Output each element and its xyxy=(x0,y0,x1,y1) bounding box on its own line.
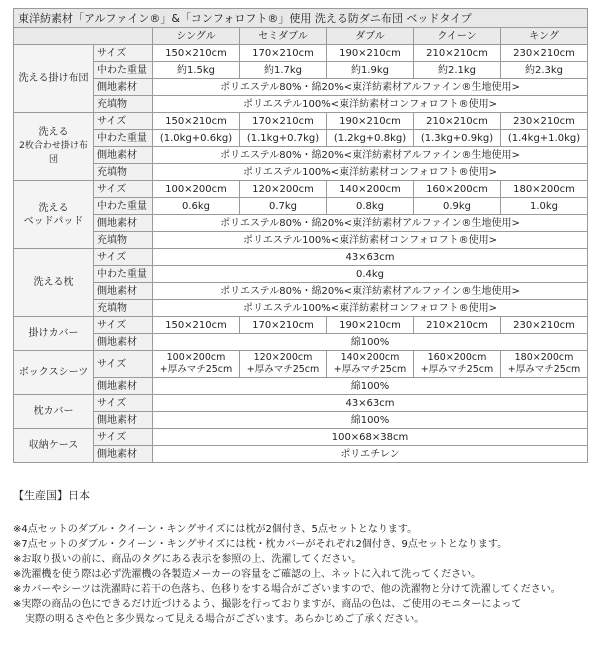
weight-value: 1.0kg xyxy=(501,198,588,215)
side-material-value: 綿100% xyxy=(153,412,588,429)
size-value: 170×210cm xyxy=(240,45,327,62)
label-side-material: 側地素材 xyxy=(94,446,153,463)
category-line: 洗える xyxy=(38,127,69,138)
size-text: 160×200cm xyxy=(427,352,487,363)
notes-list xyxy=(13,522,593,627)
note-item: ※4点セットのダブル・クイーン・キングサイズには枕が2個付き、5点セットとなります。 xyxy=(13,524,418,535)
size-value: 190×210cm xyxy=(327,45,414,62)
label-side-material: 側地素材 xyxy=(94,412,153,429)
size-value: 190×210cm xyxy=(327,113,414,130)
weight-value: 約1.5kg xyxy=(153,62,240,79)
table-row xyxy=(14,147,588,164)
weight-value: (1.2kg+0.8kg) xyxy=(327,130,414,147)
size-value: 120×200cm xyxy=(240,181,327,198)
weight-value: 約1.9kg xyxy=(327,62,414,79)
gusset-text: +厚みマチ25cm xyxy=(507,364,581,375)
table-row xyxy=(14,79,588,96)
label-side-material: 側地素材 xyxy=(94,334,153,351)
size-text: 180×200cm xyxy=(514,352,574,363)
header-queen: クイーン xyxy=(414,28,501,45)
table-row xyxy=(14,429,588,446)
weight-value: (1.4kg+1.0kg) xyxy=(501,130,588,147)
weight-value: (1.0kg+0.6kg) xyxy=(153,130,240,147)
label-middle-weight: 中わた重量 xyxy=(94,62,153,79)
side-material-value: ポリエチレン xyxy=(153,446,588,463)
table-row xyxy=(14,113,588,130)
table-row xyxy=(14,266,588,283)
table-row xyxy=(14,334,588,351)
label-middle-weight: 中わた重量 xyxy=(94,130,153,147)
table-row xyxy=(14,215,588,232)
table-row xyxy=(14,62,588,79)
label-size: サイズ xyxy=(94,181,153,198)
size-text: 120×200cm xyxy=(253,352,313,363)
table-row xyxy=(14,446,588,463)
gusset-text: +厚みマチ25cm xyxy=(420,364,494,375)
label-size: サイズ xyxy=(94,45,153,62)
label-side-material: 側地素材 xyxy=(94,147,153,164)
table-row xyxy=(14,130,588,147)
table-row xyxy=(14,395,588,412)
table-row xyxy=(14,300,588,317)
size-value: 100×200cm xyxy=(153,181,240,198)
table-row xyxy=(14,232,588,249)
table-row xyxy=(14,198,588,215)
size-value: 230×210cm xyxy=(501,317,588,334)
label-size: サイズ xyxy=(94,429,153,446)
label-size: サイズ xyxy=(94,317,153,334)
category-washable-comforter: 洗える掛け布団 xyxy=(14,45,94,113)
table-row xyxy=(14,249,588,266)
size-text: 100×200cm xyxy=(166,352,226,363)
weight-value: 0.6kg xyxy=(153,198,240,215)
header-semi-double: セミダブル xyxy=(240,28,327,45)
header-row xyxy=(14,28,588,45)
label-size: サイズ xyxy=(94,351,153,378)
label-filling: 充填物 xyxy=(94,96,153,113)
category-storage-case: 収納ケース xyxy=(14,429,94,463)
header-double: ダブル xyxy=(327,28,414,45)
size-value: 43×63cm xyxy=(153,249,588,266)
title-row xyxy=(14,9,588,28)
size-value: 210×210cm xyxy=(414,45,501,62)
table-row xyxy=(14,412,588,429)
category-pillow-cover: 枕カバー xyxy=(14,395,94,429)
size-value: 230×210cm xyxy=(501,45,588,62)
side-material-value: ポリエステル80%・綿20%<東洋紡素材アルファイン®生地使用> xyxy=(153,147,588,164)
size-value: 160×200cm xyxy=(414,181,501,198)
label-filling: 充填物 xyxy=(94,232,153,249)
note-item: ※洗濯機を使う際は必ず洗濯機の各製造メーカーの容量をご確認の上、ネットに入れて洗ってください。 xyxy=(13,569,482,580)
table-row xyxy=(14,351,588,378)
label-size: サイズ xyxy=(94,113,153,130)
weight-value: 0.7kg xyxy=(240,198,327,215)
header-empty xyxy=(14,28,153,45)
page-title: 東洋紡素材「アルファイン®」&「コンフォロフト®」使用 洗える防ダニ布団 ベッドタイプ xyxy=(14,9,588,28)
size-value xyxy=(327,351,414,378)
size-text: 140×200cm xyxy=(340,352,400,363)
table-row xyxy=(14,378,588,395)
category-comforter-cover: 掛けカバー xyxy=(14,317,94,351)
size-value: 210×210cm xyxy=(414,113,501,130)
category-line: 洗える xyxy=(38,202,69,214)
table-row xyxy=(14,283,588,300)
side-material-value: ポリエステル80%・綿20%<東洋紡素材アルファイン®生地使用> xyxy=(153,215,588,232)
label-side-material: 側地素材 xyxy=(94,215,153,232)
filling-value: ポリエステル100%<東洋紡素材コンフォロフト®使用> xyxy=(153,164,588,181)
label-filling: 充填物 xyxy=(94,164,153,181)
label-side-material: 側地素材 xyxy=(94,79,153,96)
label-size: サイズ xyxy=(94,395,153,412)
size-value: 170×210cm xyxy=(240,317,327,334)
note-item: ※お取り扱いの前に、商品のタグにある表示を参照の上、洗濯してください。 xyxy=(13,554,362,565)
note-item: ※7点セットのダブル・クイーン・キングサイズには枕・枕カバーがそれぞれ2個付き、9点セットとなります。 xyxy=(13,539,508,550)
note-item: ※カバーやシーツは洗濯時に若干の色落ち、色移りをする場合がございますので、他の洗濯物と分けて洗濯してください。 xyxy=(13,584,561,595)
size-value: 190×210cm xyxy=(327,317,414,334)
size-value: 230×210cm xyxy=(501,113,588,130)
size-value: 210×210cm xyxy=(414,317,501,334)
size-value: 43×63cm xyxy=(153,395,588,412)
size-value xyxy=(501,351,588,378)
weight-value: 約2.1kg xyxy=(414,62,501,79)
size-value: 180×200cm xyxy=(501,181,588,198)
size-value: 170×210cm xyxy=(240,113,327,130)
filling-value: ポリエステル100%<東洋紡素材コンフォロフト®使用> xyxy=(153,300,588,317)
filling-value: ポリエステル100%<東洋紡素材コンフォロフト®使用> xyxy=(153,232,588,249)
gusset-text: +厚みマチ25cm xyxy=(159,364,233,375)
weight-value: 約1.7kg xyxy=(240,62,327,79)
size-value xyxy=(240,351,327,378)
size-value xyxy=(414,351,501,378)
side-material-value: ポリエステル80%・綿20%<東洋紡素材アルファイン®生地使用> xyxy=(153,79,588,96)
size-value: 140×200cm xyxy=(327,181,414,198)
label-size: サイズ xyxy=(94,249,153,266)
category-line: ベッドパッド xyxy=(23,215,84,227)
weight-value: 0.9kg xyxy=(414,198,501,215)
label-side-material: 側地素材 xyxy=(94,378,153,395)
table-row xyxy=(14,96,588,113)
size-value: 150×210cm xyxy=(153,113,240,130)
note-item: 実際の明るさや色と多少異なって見える場合がございます。あらかじめご了承ください。 xyxy=(25,614,425,625)
side-material-value: 綿100% xyxy=(153,334,588,351)
category-two-layer-comforter xyxy=(14,113,94,181)
weight-value: (1.1kg+0.7kg) xyxy=(240,130,327,147)
size-value: 100×68×38cm xyxy=(153,429,588,446)
spec-table xyxy=(13,8,588,463)
label-side-material: 側地素材 xyxy=(94,283,153,300)
filling-value: ポリエステル100%<東洋紡素材コンフォロフト®使用> xyxy=(153,96,588,113)
weight-value: 0.8kg xyxy=(327,198,414,215)
header-single: シングル xyxy=(153,28,240,45)
weight-value: 約2.3kg xyxy=(501,62,588,79)
label-middle-weight: 中わた重量 xyxy=(94,266,153,283)
gusset-text: +厚みマチ25cm xyxy=(246,364,320,375)
weight-value: 0.4kg xyxy=(153,266,588,283)
header-king: キング xyxy=(501,28,588,45)
table-row xyxy=(14,317,588,334)
weight-value: (1.3kg+0.9kg) xyxy=(414,130,501,147)
table-row xyxy=(14,164,588,181)
gusset-text: +厚みマチ25cm xyxy=(333,364,407,375)
category-box-sheets: ボックスシーツ xyxy=(14,351,94,395)
side-material-value: 綿100% xyxy=(153,378,588,395)
size-value xyxy=(153,351,240,378)
side-material-value: ポリエステル80%・綿20%<東洋紡素材アルファイン®生地使用> xyxy=(153,283,588,300)
size-value: 150×210cm xyxy=(153,317,240,334)
category-bed-pad xyxy=(14,181,94,249)
category-pillow: 洗える枕 xyxy=(14,249,94,317)
country-of-origin: 【生産国】日本 xyxy=(13,489,90,502)
table-row xyxy=(14,181,588,198)
label-filling: 充填物 xyxy=(94,300,153,317)
note-item: ※実際の商品の色にできるだけ近づけるよう、撮影を行っておりますが、商品の色は、ご使用のモニターによって xyxy=(13,599,522,610)
size-value: 150×210cm xyxy=(153,45,240,62)
category-line: 2枚合わせ掛け布団 xyxy=(19,141,88,165)
table-row xyxy=(14,45,588,62)
label-middle-weight: 中わた重量 xyxy=(94,198,153,215)
